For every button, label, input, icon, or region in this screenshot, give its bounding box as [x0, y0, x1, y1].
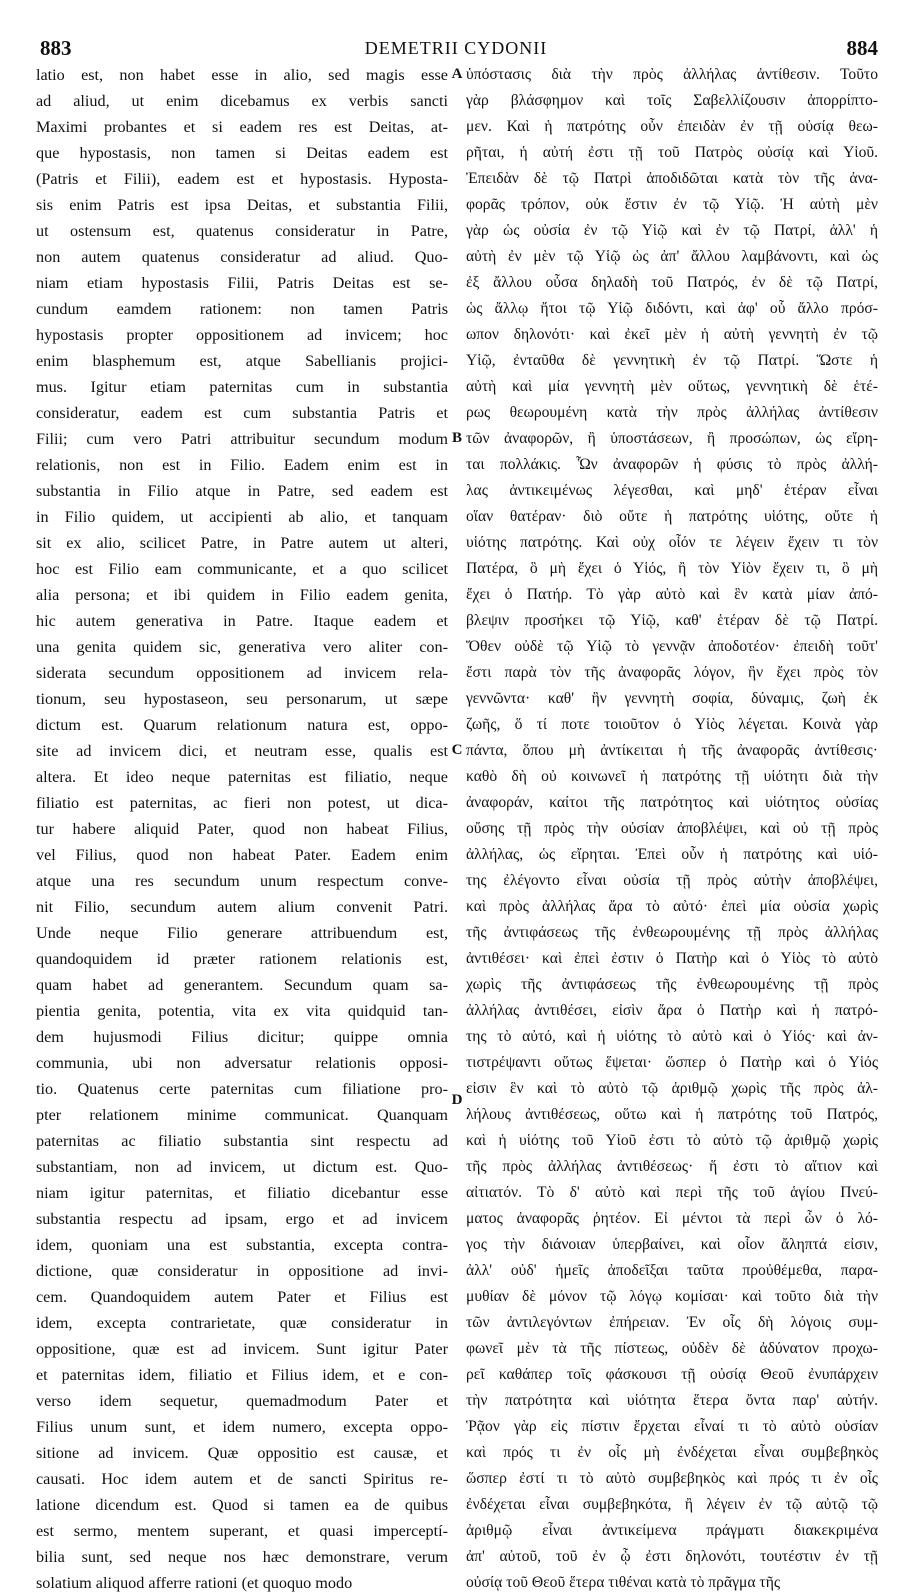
latin-text-line: idem, excepta contrarietate, quæ consideratur in: [36, 1314, 448, 1332]
greek-text-line: της ἐλέγοντο εἶναι οὐσία τῇ πρὸς αὐτὴν ἀποβλέψει,: [466, 872, 878, 889]
latin-text-line: causati. Hoc idem autem et de sancti Spiritus re-: [36, 1470, 448, 1488]
latin-text-line: solatium aliquod afferre rationi (et quoquo modo: [36, 1574, 353, 1592]
latin-text-line: bilia sunt, sed neque nos hæc demonstrare, verum: [36, 1548, 448, 1566]
greek-text-line: ἀλλήλας, ὡς εἴρηται. Ἐπεὶ οὖν ἡ πατρότης καὶ υἱό-: [466, 846, 878, 863]
running-title: DEMETRII CYDONII: [364, 38, 548, 58]
latin-text-line: Maximi probantes et si eadem res est Deitas, at-: [36, 118, 448, 136]
greek-text-line: γὰρ βλάσφημον καὶ τοῖς Σαβελλίζουσιν ἀπορρίπτο-: [466, 92, 878, 109]
latin-text-line: vel Filius, quod non habeat Pater. Eadem enim: [36, 846, 448, 864]
page-number-right: 884: [846, 36, 878, 60]
greek-text-line: ἔστι παρὰ τὸν τῆς ἀναφορᾶς λόγον, ἣν ἔχει πρὸς τὸν: [466, 664, 878, 681]
latin-text-line: hic autem generativa in Patre. Itaque eadem et: [36, 612, 448, 630]
greek-text-line: καὶ πρὸς ἀλλήλας ἄρα τὸ αὐτό· ἐπεὶ μία οὐσία χωρὶς: [466, 898, 878, 915]
latin-text-line: non autem quatenus consideratur ad aliud. Quo-: [36, 248, 448, 266]
margin-marker-a: A: [451, 66, 463, 82]
latin-text-line: et paternitas idem, filiatio et Filius idem, et e con-: [36, 1366, 448, 1384]
latin-text-line: latio est, non habet esse in alio, sed magis esse: [36, 66, 448, 84]
greek-text-line: ἀλλ' οὐδ' ἡμεῖς ἀποδεῖξαι ταῦτα προὐθέμεθα, παρα-: [466, 1262, 878, 1279]
greek-text-line: γὰρ ὡς οὐσία ἐν τῷ Υἱῷ καὶ ἐν τῷ Πατρί, ἀλλ' ἡ: [466, 222, 878, 239]
page-number-left: 883: [40, 36, 72, 60]
latin-text-line: nit Filio, secundum autem alium convenit Patri.: [36, 898, 448, 916]
greek-text-line: ται πολλάκις. Ὧν ἀναφορῶν ἡ φύσις τὸ πρὸς ἀλλή-: [466, 456, 878, 473]
greek-text-line: λήλους ἀντιθέσεως, οὕτω καὶ ἡ πατρότης τοῦ Πατρός,: [466, 1106, 878, 1123]
latin-text-line: idem, quoniam una est substantia, excepta contra-: [36, 1236, 448, 1254]
latin-text-line: est sermo, mentem superant, et quasi imperceptí-: [36, 1522, 448, 1540]
greek-text-line: μυθίαν δὲ μόνον τῷ λόγῳ κομίσαι· καὶ τοῦτο διὰ τὴν: [466, 1288, 878, 1305]
latin-text-line: site ad invicem dici, et neutram esse, qualis est: [36, 742, 448, 760]
latin-text-line: tio. Quatenus certe paternitas cum filiatione pro-: [36, 1080, 448, 1098]
latin-text-line: que hypostasis, non tamen si Deitas eadem est: [36, 144, 448, 162]
greek-text-line: τὴν πατρότητα καὶ υἱότητα ἕτερα ὄντα παρ' αὐτήν.: [466, 1392, 878, 1409]
greek-text-line: Ὅθεν οὐδὲ τῷ Υἱῷ τὸ γεννᾷν ἀποδοτέον· ἐπειδὴ τοῦτ': [466, 638, 878, 655]
latin-text-line: Unde neque Filio generare attribuendum est,: [36, 924, 448, 942]
latin-text-line: dictum est. Quarum relationum natura est, oppo-: [36, 716, 448, 734]
greek-text-line: ὡς ἄλλῳ ἤτοι τῷ Υἱῷ διδόντι, καὶ ἀφ' οὗ ἄλλο πρόσ-: [466, 300, 878, 317]
latin-text-line: substantia in Filio atque in Patre, sed eadem est: [36, 482, 448, 500]
latin-text-line: sit ex alio, scilicet Patre, in Patre autem ut alteri,: [36, 534, 448, 552]
latin-text-line: quam habet ad generantem. Secundum quam sa-: [36, 976, 448, 994]
latin-text-line: quandoquidem id præter rationem relationis est,: [36, 950, 448, 968]
greek-text-line: ἀναφοράν, καίτοι τῆς πατρότητος καὶ υἱότητος οὐσίας: [466, 794, 878, 811]
latin-text-line: alia persona; et ibi quidem in Filio eadem genita,: [36, 586, 448, 604]
greek-text-line: ἀπ' αὐτοῦ, τοῦ ἐν ᾧ ἐστι δηλονότι, τουτέστιν ἐν τῇ: [466, 1548, 878, 1565]
greek-text-line: ὑπόστασις διὰ τὴν πρὸς ἀλλήλας ἀντίθεσιν. Τοῦτο: [466, 66, 878, 83]
latin-text-line: sis enim Patris est ipsa Deitas, et substantia Filii,: [36, 196, 448, 214]
margin-marker-d: D: [451, 1092, 463, 1108]
greek-text-line: ἐνδέχεται εἶναι συμβεβηκότα, ἢ λέγειν ἐν τῷ αὐτῷ τῷ: [466, 1496, 878, 1513]
greek-text-line: Ἐπειδὰν δὲ τῷ Πατρὶ ἀποδιδῶται κατὰ τὸν τῆς ἀνα-: [466, 170, 878, 187]
latin-text-line: cundum eamdem rationem: non tamen Patris: [36, 300, 448, 318]
greek-text-line: ὥσπερ ἐστί τι τὸ αὐτὸ συμβεβηκὸς καὶ πρός τι ἐν οἷς: [466, 1470, 878, 1487]
latin-text-line: dictione, quæ consideratur in oppositione ad invi-: [36, 1262, 448, 1280]
greek-text-line: της τὸ αὐτό, καὶ ἡ υἱότης τὸ αὐτὸ καὶ ὁ Υἱός· καὶ ἀν-: [466, 1028, 878, 1045]
greek-text-line: αἰτιατόν. Τὸ δ' αὐτὸ καὶ περὶ τῆς τοῦ ἁγίου Πνεύ-: [466, 1184, 878, 1201]
margin-marker-b: B: [451, 430, 462, 446]
latin-text-line: pter relationem minime communicat. Quanquam: [36, 1106, 448, 1124]
latin-text-line: pientia genita, potentia, vita ex vita quidquid tan-: [36, 1002, 448, 1020]
greek-text-line: οὔσης τῇ πρὸς τὴν οὐσίαν ἀποβλέψει, καὶ οὐ τῇ πρὸς: [466, 820, 878, 837]
latin-text-line: niam igitur paternitas, et filiatio dicebantur esse: [36, 1184, 448, 1202]
latin-text-line: hoc est Filio eam communicante, et a quo scilicet: [36, 560, 448, 578]
greek-text-line: φωνεῖ μὲν τὰ τῆς πίστεως, οὐδὲν δὲ ἀδύνατον προχω-: [466, 1340, 878, 1357]
latin-text-line: una genita quidem sic, generativa vero aliter con-: [36, 638, 448, 656]
greek-text-line: τιστρέψαντι οὕτως ἕψεται· ὥσπερ ὁ Πατὴρ καὶ ὁ Υἱός: [466, 1054, 878, 1071]
latin-text-line: in Filio quidem, ut accipienti ab alio, et tanquam: [36, 508, 448, 526]
greek-text-line: τῶν ἀντιλεγόντων ἐπήρειαν. Ἐν οἷς δὴ λόγοις συμ-: [466, 1314, 878, 1331]
greek-text-line: καθὸ δὴ οὐ κοινωνεῖ ἡ πατρότης τῇ υἱότητι διὰ τὴν: [466, 768, 878, 785]
latin-text-line: niam etiam hypostasis Filii, Patris Deitas est se-: [36, 274, 448, 292]
latin-text-line: altera. Et ideo neque paternitas est filiatio, neque: [36, 768, 448, 786]
margin-marker-c: C: [451, 742, 463, 758]
latin-text-line: Filii; cum vero Patri attribuitur secundum modum: [36, 430, 448, 448]
greek-text-line: ματος ἀναφορᾶς ῥητέον. Εἰ μέντοι τὰ περὶ ὧν ὁ λό-: [466, 1210, 878, 1227]
latin-text-line: paternitas ac filiatio substantia sint respectu ad: [36, 1132, 448, 1150]
latin-text-line: siderata secundum oppositionem ad invicem rela-: [36, 664, 448, 682]
latin-text-line: communia, ubi non adversatur relationis opposi-: [36, 1054, 448, 1072]
greek-text-line: γεννῶντα· καθ' ἣν γεννητὴ σοφία, δύναμις, ζωὴ ἐκ: [466, 690, 878, 707]
greek-text-line: αὐτὴ ἐν μὲν τῷ Υἱῷ ὡς ἀπ' ἄλλου λαμβάνοντι, καὶ ὡς: [466, 248, 878, 265]
greek-text-line: ἔχει ὁ Πατήρ. Τὸ γὰρ αὐτὸ καὶ ἓν κατὰ μίαν ἀπό-: [466, 586, 878, 603]
latin-text-line: tionum, seu hypostaseon, seu personarum, ut sæpe: [36, 690, 448, 708]
greek-text-line: τῶν ἀναφορῶν, ἢ ὑποστάσεων, ἢ προσώπων, ὡς εἴρη-: [466, 430, 878, 447]
greek-text-line: τῆς ἀντιφάσεως τῆς ἐνθεωρουμένης τῇ πρὸς ἀλλήλας: [466, 924, 878, 941]
greek-text-line: καὶ ἡ υἱότης τοῦ Υἱοῦ ἐστι τὸ αὐτὸ τῷ ἀριθμῷ χωρὶς: [466, 1132, 878, 1149]
latin-text-line: ut ostensum est, quatenus consideratur in Patre,: [36, 222, 448, 240]
greek-text-line: λας ἀντικειμένως λέγεσθαι, καὶ μηδ' ἑτέραν εἶναι: [466, 482, 878, 499]
greek-text-line: ἀριθμῷ εἶναι ἀντικείμενα πράγματι διακεκριμένα: [466, 1522, 878, 1539]
greek-text-line: Υἱῷ, ἐνταῦθα δὲ γεννητικὴ ἐν τῷ Πατρί. Ὥστε ἡ: [466, 352, 878, 369]
greek-text-line: ρεῖ καθάπερ τοῖς φάσκουσι τῇ οὐσίᾳ Θεοῦ ἐνυπάρχειν: [466, 1366, 878, 1383]
latin-column: [36, 62, 448, 1596]
latin-text-line: filiatio est paternitas, ac fieri non potest, ut dica-: [36, 794, 448, 812]
greek-text-line: εἰσιν ἓν καὶ τὸ αὐτὸ τῷ ἀριθμῷ χωρὶς τῆς πρὸς ἀλ-: [466, 1080, 878, 1097]
latin-text-line: enim blasphemum est, atque Sabellianis projici-: [36, 352, 448, 370]
latin-text-line: dem hujusmodi Filius dicitur; quippe omnia: [36, 1028, 448, 1046]
latin-text-line: sitione ad invicem. Quæ oppositio est causæ, et: [36, 1444, 448, 1462]
greek-text-line: υἱότης πατρότης. Καὶ οὐχ οἷόν τε λέγειν ἔχειν τι τὸν: [466, 534, 878, 551]
latin-text-line: hypostasis propter oppositionem ad invicem; hoc: [36, 326, 448, 344]
latin-text-line: relationis, non est in Filio. Eadem enim est in: [36, 456, 448, 474]
greek-text-line: καὶ πρός τι ἐν οἷς μὴ ἐνδέχεται εἶναι συμβεβηκὸς: [466, 1444, 878, 1461]
latin-text-line: mus. Igitur etiam paternitas cum in substantia: [36, 378, 448, 396]
greek-text-line: Πατέρα, ὃ μὴ ἔχει ὁ Υἱός, ἢ τὸν Υἱὸν ἔχειν τι, ὃ μὴ: [466, 560, 878, 577]
greek-text-line: οὐσίᾳ τοῦ Θεοῦ ἕτερα τιθέναι κατὰ τὸ πρᾶγμα τῆς: [466, 1574, 781, 1591]
latin-text-line: tur habere aliquid Pater, quod non habeat Filius,: [36, 820, 448, 838]
greek-text-line: ρῆται, ἡ αὐτή ἐστι τῇ τοῦ Πατρὸς οὐσίᾳ καὶ Υἱοῦ.: [466, 144, 878, 161]
latin-text-line: verso idem sequetur, quemadmodum Pater et: [36, 1392, 448, 1410]
latin-text-line: cem. Quandoquidem autem Pater et Filius est: [36, 1288, 448, 1306]
latin-text-line: ad aliud, ut enim dicebamus ex verbis sancti: [36, 92, 448, 110]
greek-text-line: φορᾶς τρόπον, οὐκ ἔστιν ἐν τῷ Υἱῷ. Ἡ αὐτὴ μὲν: [466, 196, 878, 213]
latin-text-line: substantia respectu ad ipsam, ergo et ad invicem: [36, 1210, 448, 1228]
latin-text-line: consideratur, eadem est cum substantia Patris et: [36, 404, 448, 422]
greek-text-line: ἐξ ἄλλου οὖσα δηλαδὴ τοῦ Πατρός, ἐν δὲ τῷ Πατρί,: [466, 274, 878, 291]
greek-text-line: Ῥᾷον γὰρ εἰς πίστιν ἔρχεται εἶναί τι τὸ αὐτὸ οὐσίαν: [466, 1418, 878, 1435]
greek-text-line: χωρὶς τῆς ἀντιφάσεως τῆς ἐνθεωρουμένης τῇ πρὸς: [466, 976, 878, 993]
latin-text-line: (Patris et Filii), eadem est et hypostasis. Hyposta-: [36, 170, 448, 188]
greek-text-line: ἀντιθέσει· καὶ ἐπεὶ ἐστιν ὁ Πατὴρ καὶ ὁ Υἱὸς τὸ αὐτὸ: [466, 950, 878, 967]
greek-text-line: γος τὴν διάνοιαν ὑπερβαίνει, καὶ οἷον ἄληπτά εἰσιν,: [466, 1236, 878, 1253]
latin-text-line: atque una res secundum unum respectum conve-: [36, 872, 448, 890]
greek-text-line: τῆς πρὸς ἀλλήλας ἀντιθέσεως· ἥ ἐστι τὸ αἴτιον καὶ: [466, 1158, 878, 1175]
greek-text-line: ωπον δηλονότι· καὶ ἐκεῖ μὲν ἡ αὐτὴ γεννητὴ ἐν τῷ: [466, 326, 878, 343]
greek-text-line: οἵαν θατέραν· διὸ οὔτε ἡ πατρότης υἱότης, οὔτε ἡ: [466, 508, 878, 525]
greek-text-line: ζωῆς, ὅ τί ποτε τοιοῦτον ὁ Υἱὸς λέγεται. Κοινὰ γὰρ: [466, 716, 878, 733]
greek-column: [466, 62, 878, 1596]
greek-text-line: πάντα, ὅπου μὴ ἀντίκειται ἡ τῆς ἀναφορᾶς ἀντίθεσις·: [466, 742, 878, 759]
greek-text-line: βλεψιν προσήκει τῷ Υἱῷ, καθ' ἑτέραν δὲ τῷ Πατρί.: [466, 612, 878, 629]
greek-text-line: ἀλλήλας ἀντιθέσει, εἰσὶν ἄρα ὁ Πατὴρ καὶ ἡ πατρό-: [466, 1002, 878, 1019]
latin-text-line: substantiam, non ad invicem, ut dictum est. Quo-: [36, 1158, 448, 1176]
greek-text-line: ρως θεωρουμένη κατὰ τὴν πρὸς ἀλλήλας ἀντίθεσιν: [466, 404, 878, 421]
latin-text-line: latione dicendum est. Quod si tamen ea de quibus: [36, 1496, 448, 1514]
latin-text-line: Filius unum sunt, et idem numero, excepta oppo-: [36, 1418, 448, 1436]
greek-text-line: μεν. Καὶ ἡ πατρότης οὖν ἐπειδὰν ἐν τῇ οὐσίᾳ θεω-: [466, 118, 878, 135]
greek-text-line: αὐτὴ καὶ μία γεννητὴ μὲν οὕτως, γεννητικὴ δὲ ἑτέ-: [466, 378, 878, 395]
latin-text-line: oppositione, quæ est ad invicem. Sunt igitur Pater: [36, 1340, 448, 1358]
